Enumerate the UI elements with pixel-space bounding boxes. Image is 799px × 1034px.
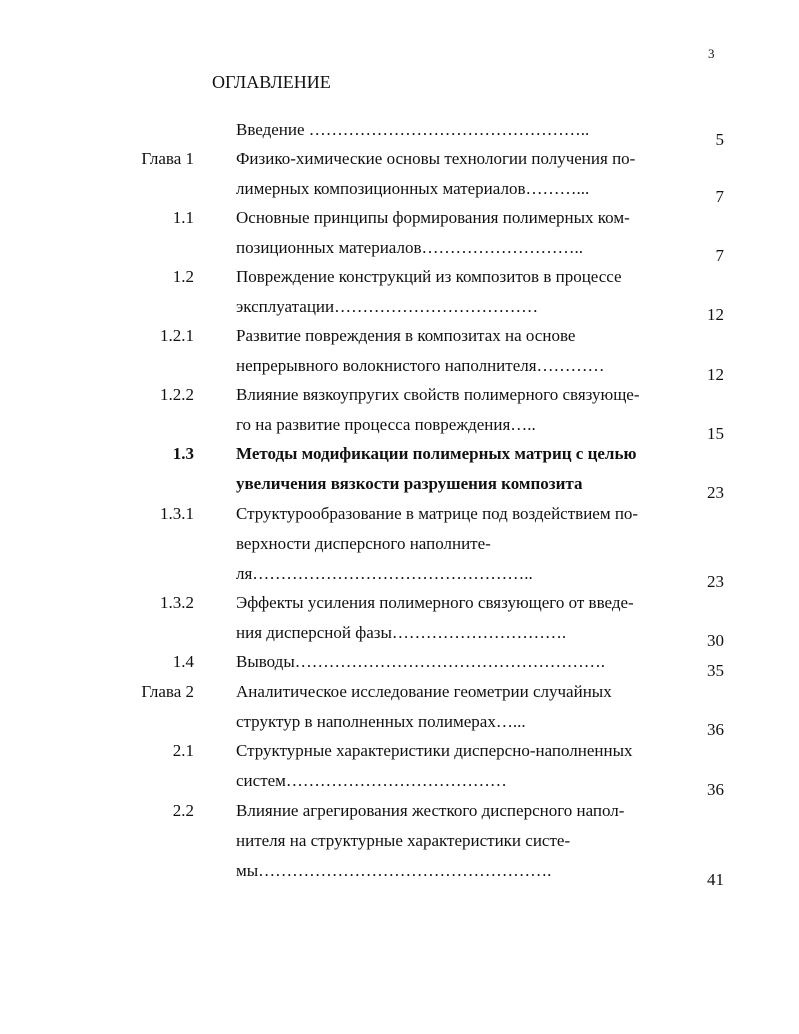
toc-entry-label: 1.1 xyxy=(172,208,194,227)
toc-entry-label: 2.2 xyxy=(172,801,194,820)
toc-entry-line: Введение ………………………………………….. xyxy=(236,120,590,139)
toc-entry-page: 12 xyxy=(707,365,724,384)
toc-entry-label: Глава 2 xyxy=(141,682,194,701)
toc-entry-label: 2.1 xyxy=(172,741,194,760)
toc-entry-line: Аналитическое исследование геометрии случайных xyxy=(236,682,612,701)
toc-entry-page: 5 xyxy=(715,130,724,149)
toc-entry-label: 1.2.1 xyxy=(160,326,194,345)
toc-entry-line: непрерывного волокнистого наполнителя………… xyxy=(236,356,605,375)
toc-entry-line: систем………………………………… xyxy=(236,771,507,790)
toc-entry-line: Структурообразование в матрице под воздействием по- xyxy=(236,504,639,523)
toc-entry-page: 36 xyxy=(707,780,724,799)
toc-entry-page: 36 xyxy=(707,720,724,739)
toc-entry-line: мы……………………………………………. xyxy=(236,861,552,880)
toc-entry-line: Структурные характеристики дисперсно-наполненных xyxy=(236,741,633,760)
toc-entry-line: Выводы………………………………………………. xyxy=(236,652,606,671)
toc-entry-line: структур в наполненных полимерах…... xyxy=(236,712,526,731)
toc-entry-page: 30 xyxy=(707,631,724,650)
toc-entry-line: Развитие повреждения в композитах на основе xyxy=(236,326,576,345)
toc-entry-page: 23 xyxy=(707,572,724,591)
toc-entry-page: 15 xyxy=(707,424,724,443)
toc-entry-label: 1.3.2 xyxy=(160,593,194,612)
toc-entry-line: нителя на структурные характеристики систе- xyxy=(236,831,571,850)
toc-entry-label: 1.2 xyxy=(172,267,194,286)
toc-entry-label: 1.3 xyxy=(172,444,194,463)
toc-entry-page: 41 xyxy=(707,870,724,889)
toc-entry-line: лимерных композиционных материалов………... xyxy=(236,179,590,198)
toc-entry-line: Повреждение конструкций из композитов в процессе xyxy=(236,267,622,286)
toc-entry-line: ния дисперсной фазы…………………………. xyxy=(236,623,567,642)
toc-entry-line: эксплуатации……………………………… xyxy=(236,297,539,316)
toc-entry-label: 1.3.1 xyxy=(160,504,194,523)
toc-entry-page: 23 xyxy=(707,483,724,502)
toc-entry-label: 1.4 xyxy=(172,652,194,671)
toc-entry-line: Влияние вязкоупругих свойств полимерного связующе- xyxy=(236,385,640,404)
toc-entry-label: Глава 1 xyxy=(141,149,194,168)
toc-entry-line: го на развитие процесса повреждения….. xyxy=(236,415,536,434)
toc-entry-line: верхности дисперсного наполните- xyxy=(236,534,491,553)
toc-entry-label: 1.2.2 xyxy=(160,385,194,404)
toc-entry-line: Влияние агрегирования жесткого дисперсного напол- xyxy=(236,801,625,820)
toc-entry-page: 7 xyxy=(715,246,724,265)
toc-entry-line: Основные принципы формирования полимерных ком- xyxy=(236,208,630,227)
toc-entry-page: 7 xyxy=(715,187,724,206)
page-number: 3 xyxy=(708,46,715,61)
toc-entry-line: Методы модификации полимерных матриц с целью xyxy=(236,444,637,463)
toc-entry-page: 35 xyxy=(707,661,724,680)
toc-entry-line: Эффекты усиления полимерного связующего от введе- xyxy=(236,593,634,612)
toc-entry-page: 12 xyxy=(707,305,724,324)
toc-entry-line: позиционных материалов……………………….. xyxy=(236,238,583,257)
toc-entry-line: увеличения вязкости разрушения композита xyxy=(236,474,583,493)
toc-entry-line: Физико-химические основы технологии получения по- xyxy=(236,149,636,168)
toc-entry-line: ля………………………………………….. xyxy=(236,564,533,583)
page-title: ОГЛАВЛЕНИЕ xyxy=(212,72,331,92)
